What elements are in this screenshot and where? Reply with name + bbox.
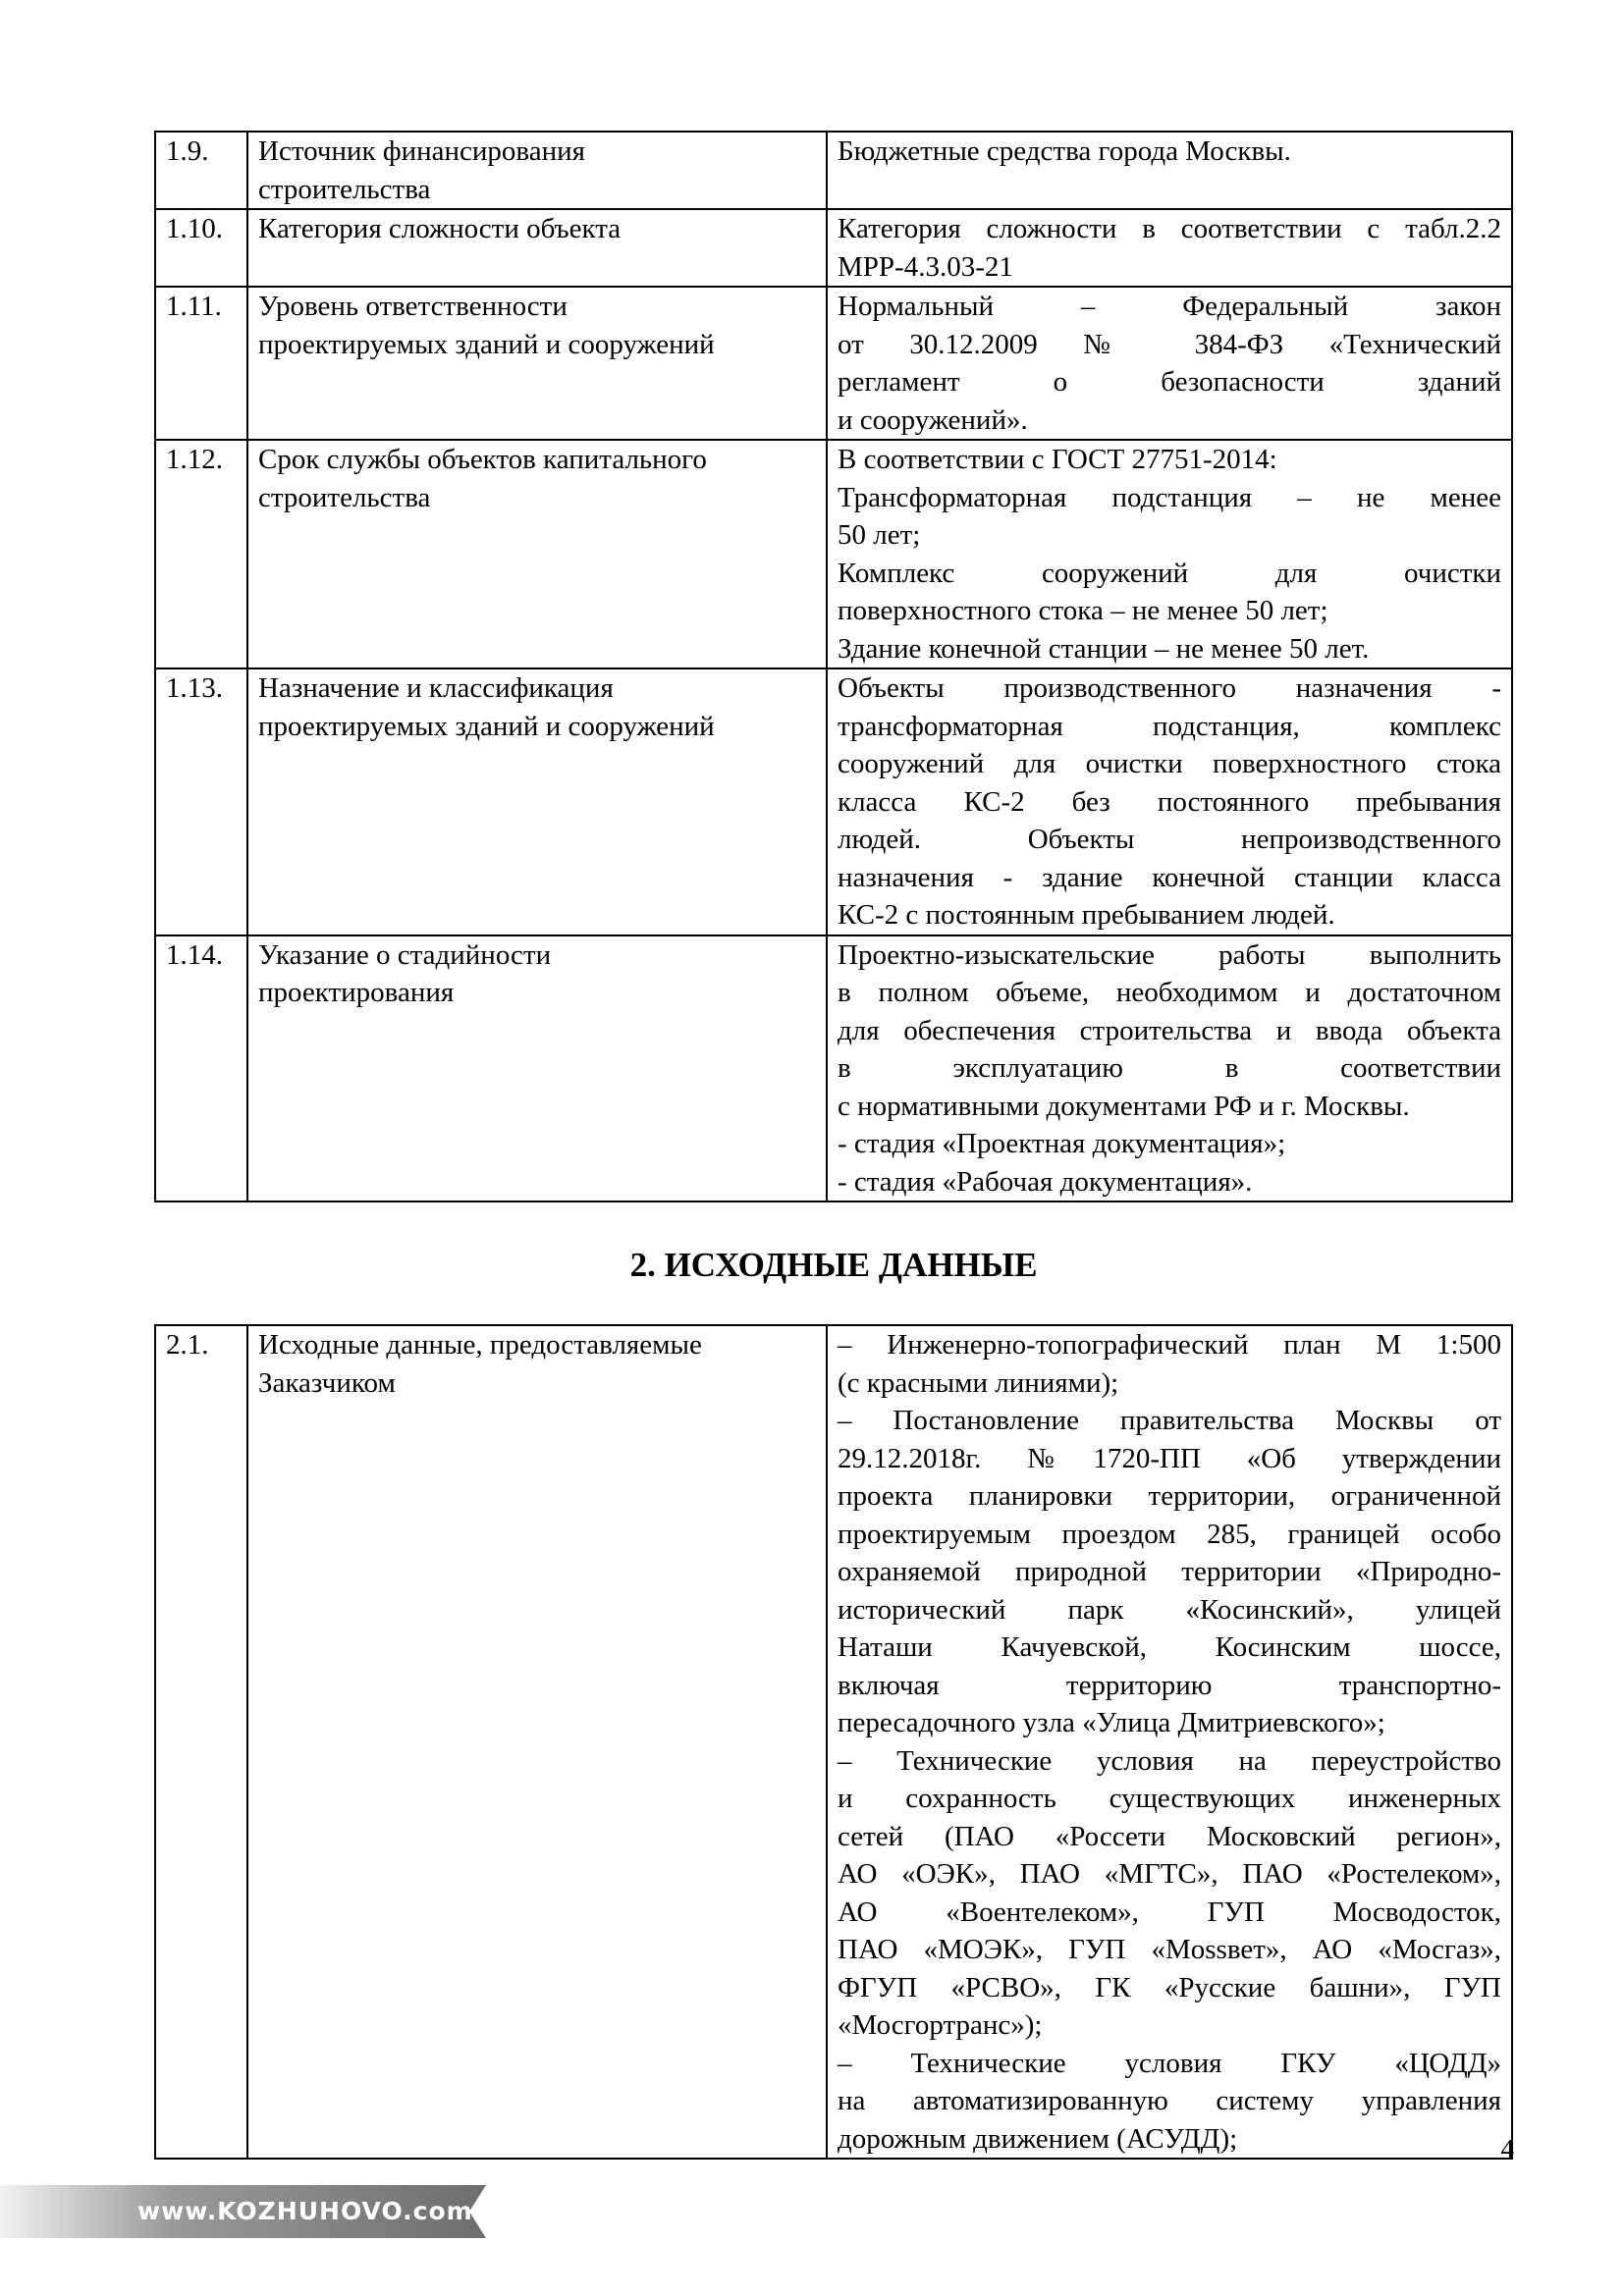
value-line: дорожным движением (АСУДД); xyxy=(838,2122,1238,2155)
row-value xyxy=(827,440,1512,668)
value-line: от 30.12.2009 № 384-ФЗ «Технический xyxy=(838,328,1501,360)
row-parameter xyxy=(247,132,827,209)
value-line: КС-2 с постоянным пребыванием людей. xyxy=(838,899,1335,931)
row-parameter xyxy=(247,935,827,1202)
row-number: 1.10. xyxy=(155,209,247,287)
table-row xyxy=(155,287,1512,440)
value-line: ФГУП «РСВО», ГК «Русские башни», ГУП xyxy=(838,1971,1501,2003)
value-line: проекта планировки территории, ограниченной xyxy=(838,1480,1501,1512)
row-parameter xyxy=(247,287,827,440)
parameter-line: Исходные данные, предоставляемые xyxy=(258,1329,702,1361)
parameter-line: проектируемых зданий и сооружений xyxy=(258,710,715,742)
parameter-line: Назначение и классификация xyxy=(258,672,614,704)
value-line: включая территорию транспортно- xyxy=(838,1669,1501,1701)
value-line: ПАО «МОЭК», ГУП «Мossвет», АО «Мосгаз», xyxy=(838,1934,1501,1965)
value-line: – Технические условия на переустройство xyxy=(838,1744,1501,1777)
value-line: охраняемой природной территории «Природно- xyxy=(838,1556,1501,1587)
row-value xyxy=(827,668,1512,935)
parameter-line: Уровень ответственности xyxy=(258,291,568,322)
value-line: – Технические условия ГКУ «ЦОДД» xyxy=(838,2047,1501,2079)
row-number: 1.14. xyxy=(155,935,247,1202)
row-number: 1.9. xyxy=(155,132,247,209)
row-number: 1.13. xyxy=(155,668,247,935)
table-row xyxy=(155,935,1512,1202)
parameter-line: строительства xyxy=(258,481,431,513)
value-line: МРР-4.3.03-21 xyxy=(838,250,1013,283)
value-line: Комплекс сооружений для очистки xyxy=(838,557,1501,589)
value-line: «Мосгортранс»); xyxy=(838,2009,1043,2041)
section-title: 2. ИСХОДНЫЕ ДАННЫЕ xyxy=(629,1246,1038,1284)
parameter-line: проектирования xyxy=(258,977,455,1008)
value-line: с нормативными документами РФ и г. Москвы. xyxy=(838,1090,1410,1122)
requirements-table-1 xyxy=(154,131,1513,1202)
watermark-text: www.KOZHUHOVO.com xyxy=(137,2197,473,2225)
row-value xyxy=(827,287,1512,440)
value-line: трансформаторная подстанция, комплекс xyxy=(838,710,1501,742)
value-line: АО «ОЭК», ПАО «МГТС», ПАО «Ростелеком», xyxy=(838,1858,1501,1890)
value-line: людей. Объекты непроизводственного xyxy=(838,824,1501,855)
row-parameter xyxy=(247,440,827,668)
value-line: Категория сложности в соответствии с табл.2.2 xyxy=(838,213,1501,244)
value-line: назначения - здание конечной станции класса xyxy=(838,861,1501,893)
row-number: 1.12. xyxy=(155,440,247,668)
value-line: пересадочного узла «Улица Дмитриевского»; xyxy=(838,1707,1385,1738)
value-line: (с красными линиями); xyxy=(838,1366,1119,1399)
value-line: и сохранность существующих инженерных xyxy=(838,1783,1501,1814)
value-line: Бюджетные средства города Москвы. xyxy=(838,135,1291,167)
value-line: проектируемым проездом 285, границей особо xyxy=(838,1518,1501,1550)
value-line: – Инженерно-топографический план М 1:500 xyxy=(838,1329,1501,1361)
row-value xyxy=(827,132,1512,209)
row-number: 2.1. xyxy=(155,1325,247,2159)
value-line: сетей (ПАО «Россети Московский регион», xyxy=(838,1820,1501,1852)
row-parameter xyxy=(247,668,827,935)
value-line: Объекты производственного назначения - xyxy=(838,672,1501,704)
row-value xyxy=(827,1325,1512,2159)
value-line: 29.12.2018г. №1720-ПП «Об утверждении xyxy=(838,1442,1501,1474)
row-number: 1.11. xyxy=(155,287,247,440)
row-parameter xyxy=(247,1325,827,2159)
row-value xyxy=(827,209,1512,287)
value-line: Здание конечной станции – не менее 50 лет. xyxy=(838,632,1370,665)
value-line: АО «Воентелеком», ГУП Мосводосток, xyxy=(838,1896,1501,1928)
value-line: сооружений для очистки поверхностного стока xyxy=(838,748,1501,779)
value-line: Трансформаторная подстанция – не менее xyxy=(838,481,1501,513)
table-row xyxy=(155,668,1512,935)
table-row xyxy=(155,209,1512,287)
table-row xyxy=(155,132,1512,209)
value-line: в эксплуатацию в соответствии xyxy=(838,1052,1501,1084)
value-line: поверхностного стока – не менее 50 лет; xyxy=(838,595,1328,626)
value-line: исторический парк «Косинский», улицей xyxy=(838,1593,1501,1626)
value-line: класса КС-2 без постоянного пребывания xyxy=(838,785,1501,818)
parameter-line: Категория сложности объекта xyxy=(258,213,622,244)
parameter-line: строительства xyxy=(258,173,431,205)
value-line: на автоматизированную систему управления xyxy=(838,2085,1501,2116)
table-row xyxy=(155,440,1512,668)
value-line: 50 лет; xyxy=(838,519,921,551)
table-row xyxy=(155,1325,1512,2159)
parameter-line: проектируемых зданий и сооружений xyxy=(258,328,715,360)
parameter-line: Указание о стадийности xyxy=(258,938,552,971)
parameter-line: Заказчиком xyxy=(258,1366,396,1399)
row-value xyxy=(827,935,1512,1202)
value-line: для обеспечения строительства и ввода объекта xyxy=(838,1014,1501,1046)
value-line: Наташи Качуевской, Косинским шоссе, xyxy=(838,1631,1501,1663)
value-line: регламент о безопасности зданий xyxy=(838,366,1501,398)
value-line: в полном объеме, необходимом и достаточном xyxy=(838,977,1501,1008)
value-line: - стадия «Рабочая документация». xyxy=(838,1165,1253,1198)
value-line: - стадия «Проектная документация»; xyxy=(838,1128,1286,1159)
parameter-line: Срок службы объектов капитального xyxy=(258,444,707,475)
source-data-table xyxy=(154,1324,1513,2160)
value-line: и сооружений». xyxy=(838,403,1028,436)
page-number: 4 xyxy=(1500,2134,1514,2163)
value-line: В соответствии с ГОСТ 27751-2014: xyxy=(838,444,1277,475)
value-line: Проектно-изыскательские работы выполнить xyxy=(838,938,1501,971)
row-parameter xyxy=(247,209,827,287)
value-line: Нормальный – Федеральный закон xyxy=(838,291,1501,322)
value-line: – Постановление правительства Москвы от xyxy=(838,1405,1501,1436)
parameter-line: Источник финансирования xyxy=(258,135,585,167)
